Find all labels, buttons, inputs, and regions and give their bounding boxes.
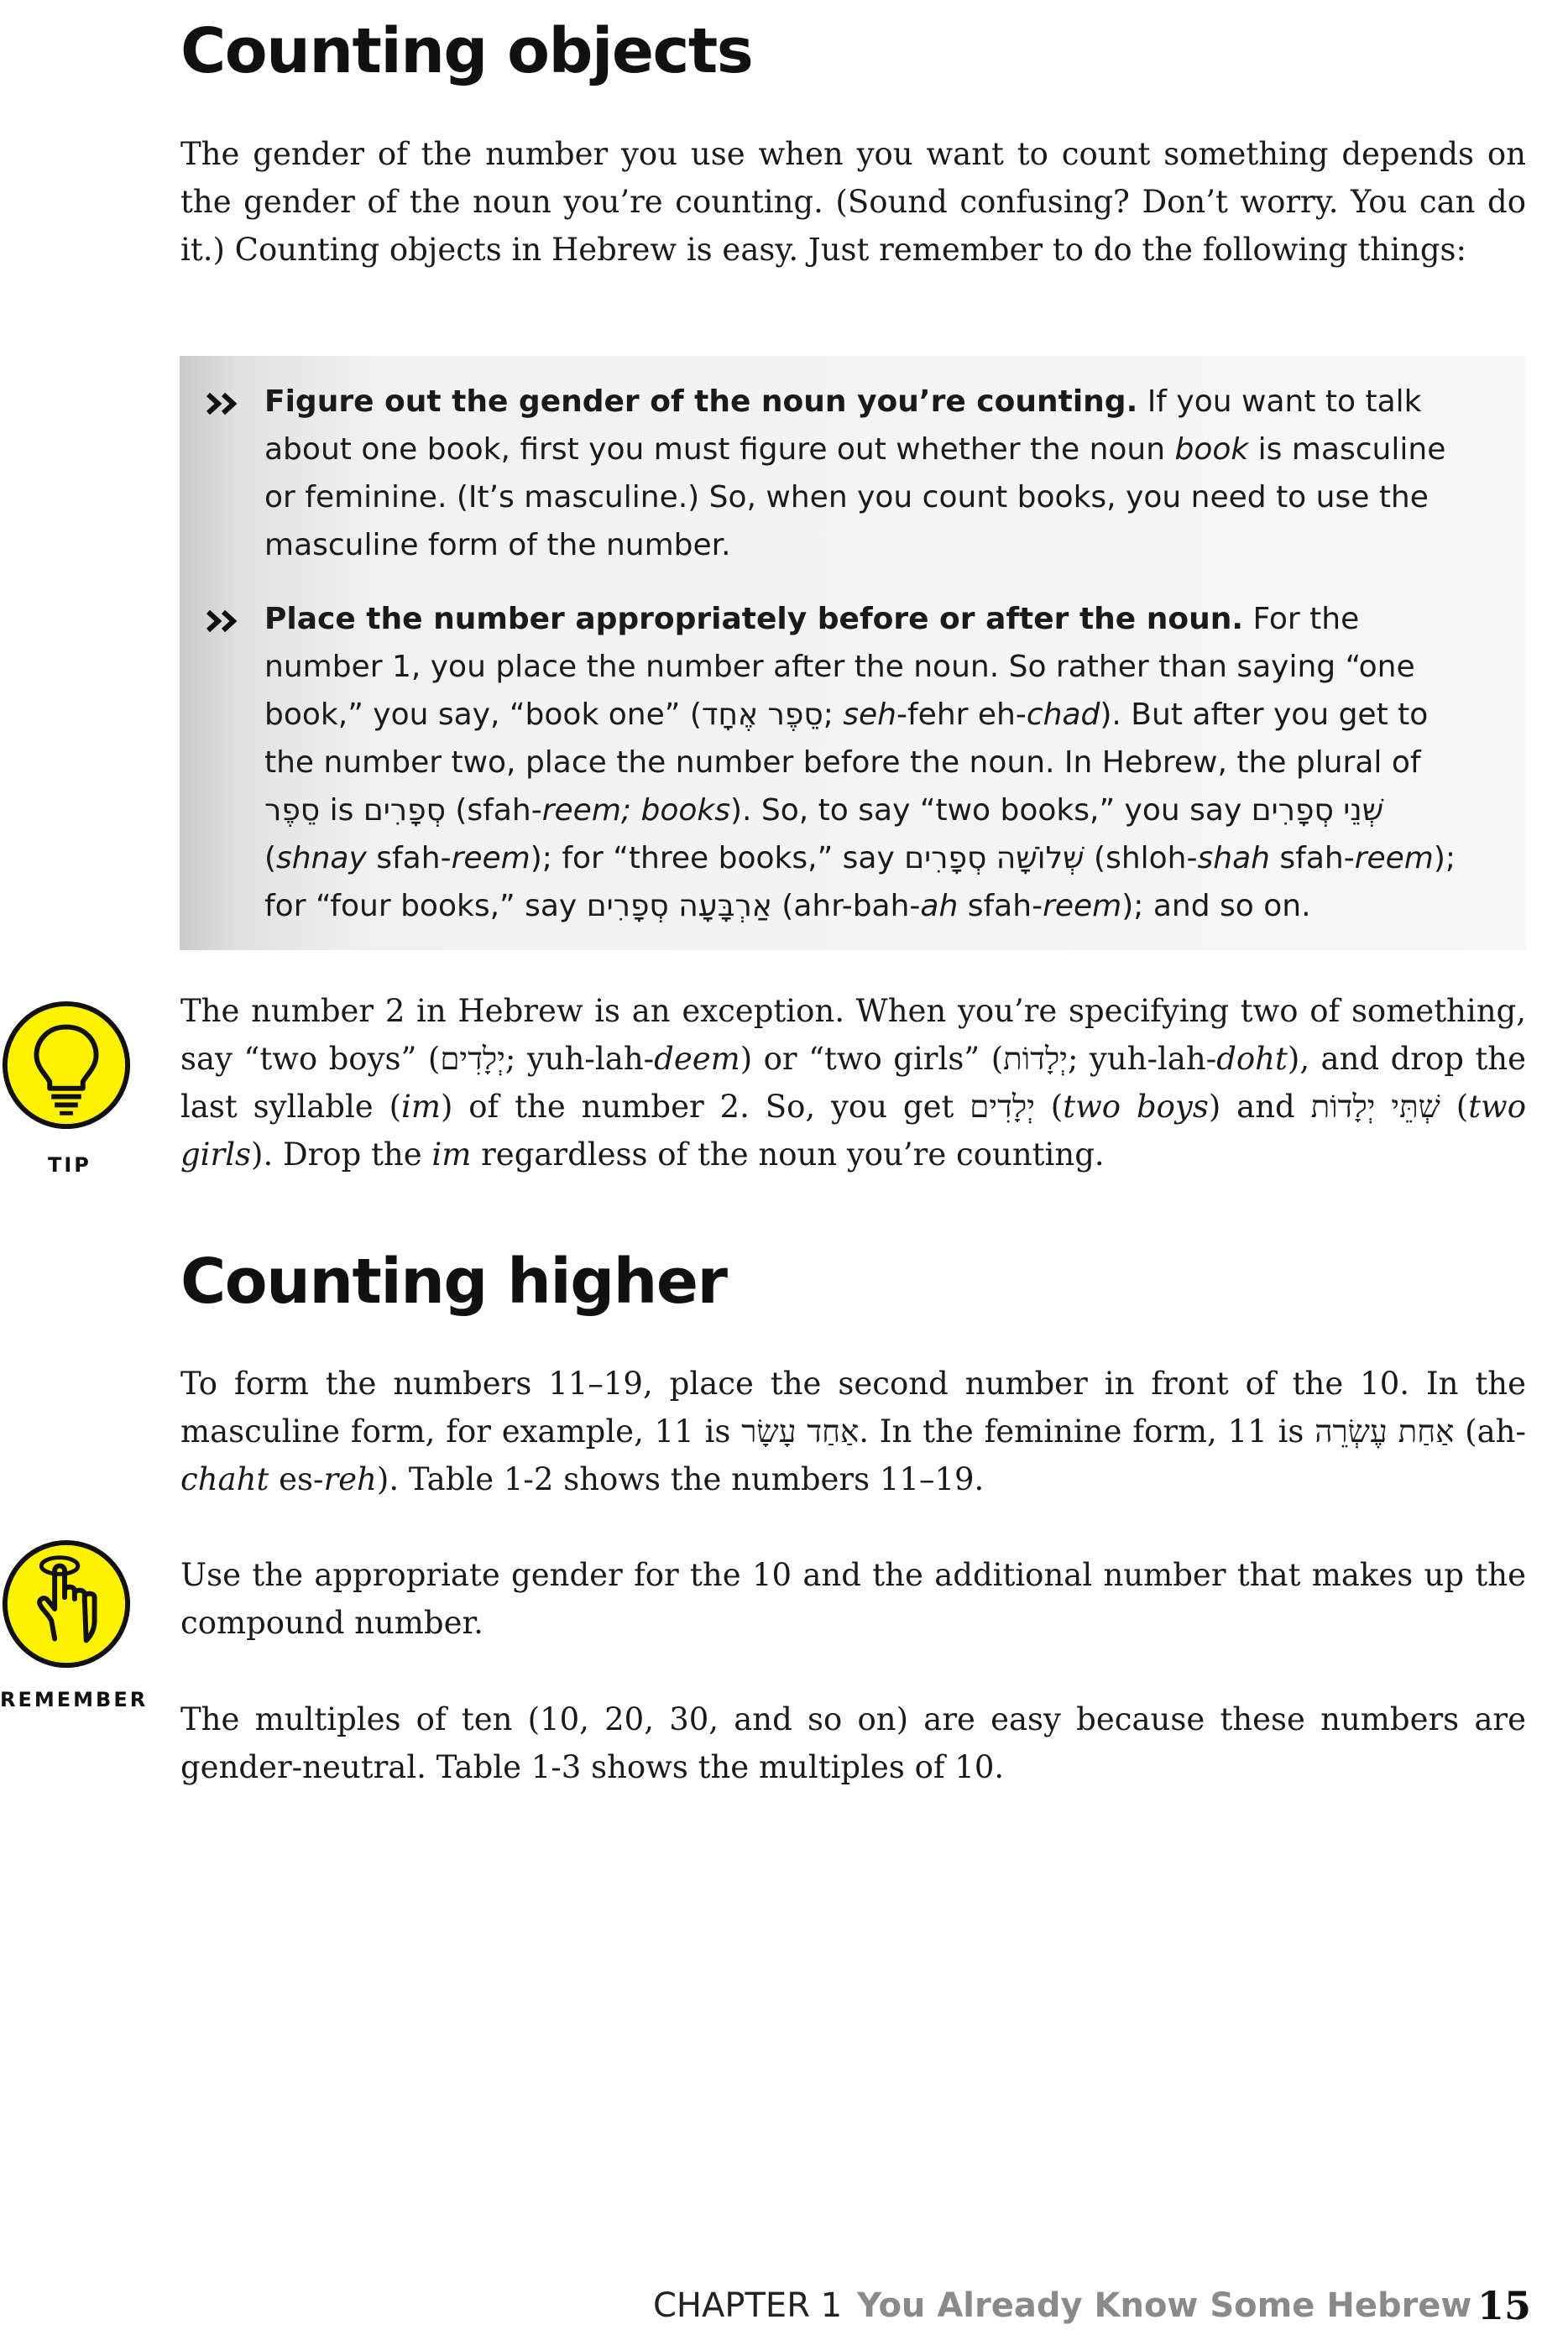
text: (shloh-	[1084, 841, 1198, 875]
text: To form the numbers 11–19, place the second number in front of the 10. In the masculine form, for example, 11 is	[180, 1366, 1526, 1450]
hebrew-word: יְלָדוֹת	[1003, 1041, 1068, 1077]
emphasis: deem	[654, 1041, 740, 1077]
chevron-double-right-icon	[205, 609, 242, 634]
chevron-double-right-icon	[205, 391, 242, 416]
emphasis: im	[431, 1136, 472, 1173]
hebrew-word: אַרְבָּעָה סְפָרִים	[586, 889, 772, 923]
hebrew-word: אַחַד עָשָׂר	[741, 1413, 860, 1450]
text: sfah-	[1269, 841, 1355, 875]
text: ). So, to say “two books,” you say	[729, 793, 1252, 828]
hebrew-word: סֵפֶר אֶחָד	[701, 697, 823, 732]
hebrew-word: יְלָדִים	[970, 1089, 1035, 1125]
hebrew-word: סְפָרִים	[363, 793, 446, 828]
text: The number 2 in Hebrew is an exception. When you’re specifying two of something, say “two boys” (	[180, 993, 1526, 1077]
emphasis: reem; books	[541, 793, 730, 828]
hebrew-word: שְׁנֵי סְפָרִים	[1251, 793, 1384, 828]
text: ) and	[1208, 1089, 1311, 1125]
hebrew-word: שְׁלוֹשָׁה סְפָרִים	[904, 841, 1085, 875]
text: es-	[269, 1461, 324, 1497]
emphasis: shah	[1197, 841, 1270, 875]
text: ); and so on.	[1121, 889, 1311, 923]
hebrew-word: אַחַת עֶשְׂרֵה	[1315, 1413, 1455, 1450]
chapter-title: You Already Know Some Hebrew	[857, 2286, 1472, 2325]
hebrew-word: סֵפֶר	[264, 793, 321, 828]
multiples-paragraph: The multiples of ten (10, 20, 30, and so on) are easy because these numbers are gender-neutral. Table 1-3 shows the multiples of 10.	[180, 1701, 1526, 1785]
running-footer	[653, 2286, 1471, 2325]
text: For the number 1, you place the number after the noun. So rather than saying “one book,” you say, “book one” (	[264, 602, 1415, 732]
emphasis: reem	[1354, 841, 1434, 875]
emphasis: reem	[451, 841, 531, 875]
emphasis: reem	[1043, 889, 1122, 923]
tip-paragraph	[180, 987, 1526, 1178]
emphasis: reh	[323, 1461, 377, 1497]
text: ) of the number 2. So, you get	[440, 1089, 970, 1125]
text: ). But after you get to the number two, place the number before the noun. In Hebrew, the plural of	[264, 697, 1429, 780]
text: sfah-	[366, 841, 452, 875]
text: (ah-	[1454, 1413, 1526, 1450]
emphasis: book	[1174, 432, 1249, 467]
text: ;	[823, 697, 844, 732]
hebrew-word: שְׁתֵּי יְלָדוֹת	[1310, 1089, 1440, 1125]
section-heading-counting-higher: Counting higher	[180, 1246, 727, 1318]
text: regardless of the noun you’re counting.	[471, 1136, 1105, 1173]
emphasis: chaht	[180, 1461, 269, 1497]
emphasis: ah	[920, 889, 959, 923]
text: (	[264, 841, 277, 875]
text: ); for “three books,” say	[530, 841, 905, 875]
section-heading-counting-objects: Counting objects	[180, 15, 753, 87]
bullet-lead: Figure out the gender of the noun you’re counting.	[264, 384, 1138, 419]
pointing-finger-icon	[0, 1538, 133, 1670]
text: (	[1440, 1089, 1469, 1125]
emphasis: seh	[843, 697, 897, 732]
hebrew-word: יְלָדִים	[440, 1041, 505, 1077]
text: is	[320, 793, 363, 828]
emphasis: two girls	[180, 1089, 1527, 1173]
tip-label: TIP	[48, 1153, 91, 1177]
chapter-label: CHAPTER 1	[653, 2286, 843, 2325]
text: ). Drop the	[251, 1136, 432, 1173]
bullet-lead: Place the number appropriately before or after the noun.	[264, 602, 1244, 636]
text: (ahr-bah-	[771, 889, 921, 923]
remember-label: REMEMBER	[0, 1688, 149, 1711]
text: -fehr eh-	[896, 697, 1027, 732]
emphasis: im	[401, 1089, 441, 1125]
text: ). Table 1-2 shows the numbers 11–19.	[376, 1461, 985, 1497]
text: ), and drop the last syllable (	[180, 1041, 1527, 1125]
text: is masculine or feminine. (It’s masculine.) So, when you count books, you need to use the masculine form of the number.	[264, 432, 1446, 562]
bullet-placement	[264, 595, 1456, 930]
text: ; yuh-lah-	[1067, 1041, 1217, 1077]
text: sfah-	[958, 889, 1043, 923]
lightbulb-icon	[0, 999, 133, 1131]
emphasis: chad	[1026, 697, 1100, 732]
counting-higher-paragraph	[180, 1360, 1526, 1503]
remember-paragraph: Use the appropriate gender for the 10 and the additional number that makes up the compound number.	[180, 1557, 1526, 1641]
text: ) or “two girls” (	[740, 1041, 1004, 1077]
intro-paragraph: The gender of the number you use when you want to count something depends on the gender of the noun you’re counting. (Sound confusing? Don’t worry. You can do it.) Counting objects in Hebrew is easy. Just remember to do the following things:	[180, 136, 1526, 268]
text: (	[1034, 1089, 1064, 1125]
text: (sfah-	[445, 793, 542, 828]
emphasis: shnay	[276, 841, 367, 875]
emphasis: two boys	[1063, 1089, 1209, 1125]
bullet-gender	[264, 378, 1456, 569]
text: If you want to talk about one book, first you must figure out whether the noun	[264, 384, 1422, 467]
text: ; yuh-lah-	[504, 1041, 655, 1077]
text: ); for “four books,” say	[264, 841, 1456, 923]
page-number: 15	[1477, 2283, 1532, 2328]
text: . In the feminine form, 11 is	[859, 1413, 1315, 1450]
emphasis: doht	[1216, 1041, 1288, 1077]
